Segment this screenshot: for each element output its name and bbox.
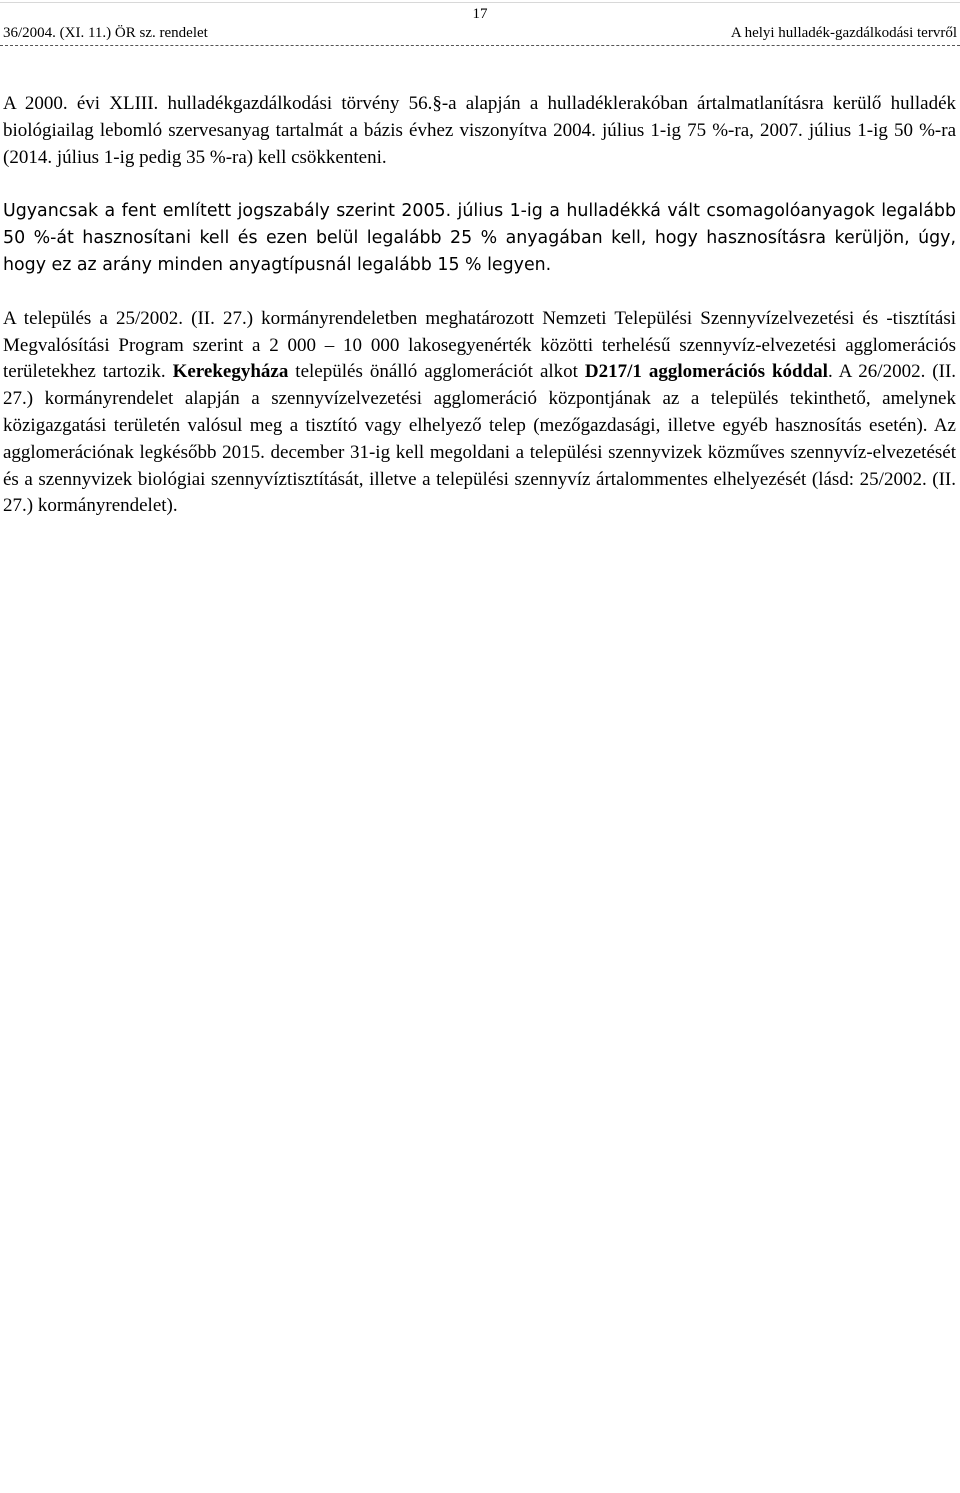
header-left-reference: 36/2004. (XI. 11.) ÖR sz. rendelet — [3, 25, 208, 41]
paragraph-waste-law: A 2000. évi XLIII. hulladékgazdálkodási törvény 56.§-a alapján a hulladéklerakóban ártalmatlanításra kerülő hulladék biológiailag lebomló szervesanyag tartalmát a bázis évhez viszonyítva 2004. július 1-ig 75 %-ra, 2007. július 1-ig 50 %-ra (2014. július 1-ig pedig 35 %-ra) kell csökkenteni. — [3, 93, 956, 168]
document-body — [3, 91, 956, 520]
paragraph-packaging: Ugyancsak a fent említett jogszabály szerint 2005. július 1-ig a hulladékká vált csomagolóanyagok legalább 50 %-át hasznosítani kell és ezen belül legalább 25 % anyagában kell, hogy hasznosításra kerüljön, úgy, hogy ez az arány minden anyagtípusnál legalább 15 % legyen. — [3, 201, 956, 275]
paragraph-text: . A 26/2002. (II. 27.) kormányrendelet alapján a szennyvízelvezetési agglomeráció központjának az a település tekinthető, amelynek közigazgatási területén valósul meg a tisztító vagy elhelyező telep (mezőgazdasági, illetve egyéb hasznosítás esetén). Az agglomerációnak legkésőbb 2015. december 31-ig kell megoldani a települési szennyvizek közműves szennyvíz-elvezetését és a szennyvizek biológiai szennyvíztisztítását, illetve a települési szennyvíz ártalommentes elhelyezését (lásd: 25/2002. (II. 27.) kormányrendelet). — [3, 361, 957, 517]
paragraph-text: település önálló agglomerációt alkot — [288, 361, 585, 383]
top-border-line — [0, 2, 960, 3]
paragraph-sewage-agglomeration — [3, 306, 956, 520]
agglomeration-code: D217/1 agglomerációs kóddal — [584, 361, 828, 383]
header-divider — [0, 45, 960, 46]
header-right-title: A helyi hulladék-gazdálkodási tervről — [730, 25, 957, 41]
running-header — [3, 24, 957, 42]
settlement-name: Kerekegyháza — [172, 361, 289, 383]
paragraph-text: A település a 25/2002. (II. 27.) kormányrendeletben meghatározott Nemzeti Települési Szennyvízelvezetési és -tisztítási Megvalósítási Program szerint a 2 000 – 10 000 lakosegyenérték közötti terhelésű szennyvíz-elvezetési agglomerációs területekhez tartozik. — [3, 307, 956, 383]
page-number: 17 — [472, 6, 488, 22]
